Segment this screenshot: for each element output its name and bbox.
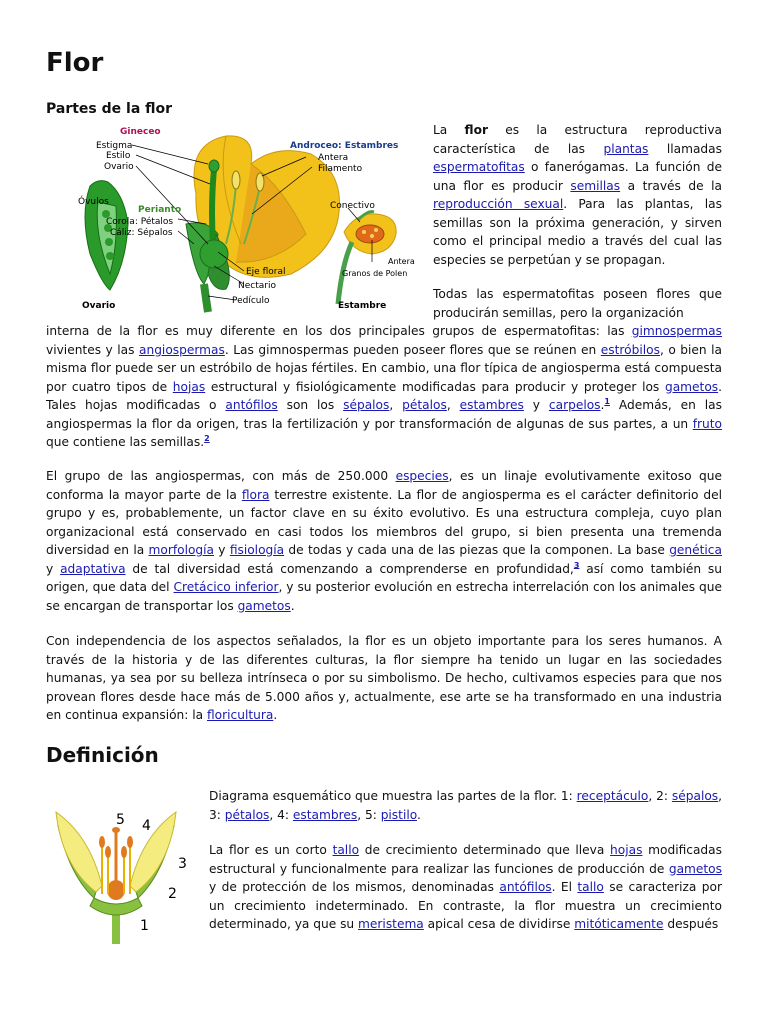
text-run: , bbox=[389, 398, 403, 412]
section-heading-definicion: Definición bbox=[46, 743, 159, 767]
link-petalos-2[interactable]: pétalos bbox=[224, 807, 270, 822]
text-run: vivientes y las bbox=[46, 342, 139, 357]
footnote-3-link[interactable]: 3 bbox=[573, 560, 580, 570]
label-pediculo: Pedículo bbox=[232, 296, 270, 306]
text-run: El grupo de las angiospermas, con más de 250.000 bbox=[46, 469, 396, 483]
label-eje-floral: Eje floral bbox=[246, 267, 286, 277]
text-run: de tal diversidad está comenzando a comprenderse en profundidad, bbox=[125, 561, 574, 576]
link-morfologia[interactable]: morfología bbox=[148, 543, 215, 557]
page-title: Flor bbox=[46, 48, 104, 78]
text-run: Todas las espermatofitas poseen flores que producirán semillas, pero la organización bbox=[433, 287, 722, 320]
text-run: . Las gimnospermas pueden poseer flores que se reúnen en bbox=[224, 342, 601, 357]
label-estilo: Estilo bbox=[106, 151, 131, 161]
text-run: . El bbox=[551, 880, 578, 894]
link-reproduccion-sexual[interactable]: reproducción sexual bbox=[433, 197, 564, 211]
text-run: . bbox=[273, 708, 278, 722]
schematic-flower-figure bbox=[50, 806, 200, 946]
label-nectario: Nectario bbox=[238, 281, 276, 291]
footnote-1-link[interactable]: 1 bbox=[604, 396, 610, 406]
text-run: llamadas bbox=[648, 141, 722, 156]
definition-paragraph bbox=[209, 841, 722, 934]
text-run: así como también su origen, que data del bbox=[46, 561, 722, 594]
text-run: son los bbox=[277, 398, 344, 412]
label-perianto: Perianto bbox=[138, 205, 182, 215]
text-run: terrestre existente. La flor de angiosperma es el carácter definitorio del grupo y es, probablemente, un factor clave en su éxito evolutivo. Es una estructura compleja, cuyo plan organizacional está conservado en casi todos los miembros del grupo, si bien presenta una tremenda diversidad en la bbox=[46, 487, 722, 557]
part-number-4: 4 bbox=[142, 818, 151, 834]
link-petalos[interactable]: pétalos bbox=[402, 398, 447, 412]
text-run: y de protección de los mismos, denominadas bbox=[209, 880, 500, 894]
text-run: Diagrama esquemático que muestra las partes de la flor. 1: bbox=[209, 789, 577, 803]
text-run: y bbox=[214, 543, 230, 557]
label-granos-polen: Granos de Polen bbox=[342, 269, 408, 278]
label-filamento: Filamento bbox=[318, 164, 363, 174]
part-number-3: 3 bbox=[178, 856, 187, 872]
text-run: interna de la flor es muy diferente en los dos principales grupos de espermatofitas: las bbox=[46, 324, 632, 338]
text-run: La flor es un corto bbox=[209, 843, 333, 857]
part-number-2: 2 bbox=[168, 886, 177, 902]
link-fisiologia[interactable]: fisiología bbox=[229, 543, 285, 557]
bold-term-flor: flor bbox=[464, 123, 488, 137]
label-antera-2: Antera bbox=[388, 257, 415, 266]
text-run: , bbox=[446, 398, 460, 412]
text-run: estructural y fisiológicamente modificadas para producir y proteger los bbox=[205, 379, 665, 394]
link-tallo[interactable]: tallo bbox=[332, 843, 360, 857]
link-gametos[interactable]: gametos bbox=[664, 379, 719, 394]
part-number-1: 1 bbox=[140, 918, 149, 934]
paragraph-4 bbox=[46, 632, 722, 725]
text-run: La bbox=[433, 123, 465, 137]
label-gineceo: Gineceo bbox=[120, 127, 161, 137]
paragraph-2-start bbox=[433, 285, 722, 322]
text-run: modificadas estructural y funcionalmente para realizar las funciones de producción de bbox=[209, 843, 722, 876]
link-espermatofitas[interactable]: espermatofitas bbox=[433, 160, 525, 174]
text-run: , y su posterior evolución en estrecha interrelación con los animales que se encargan de transportar los bbox=[46, 580, 722, 613]
label-ovario: Ovario bbox=[104, 162, 134, 172]
footnote-2-link[interactable]: 2 bbox=[204, 433, 210, 443]
text-run: después bbox=[663, 917, 719, 931]
link-sepalos[interactable]: sépalos bbox=[343, 398, 390, 412]
link-meristema[interactable]: meristema bbox=[358, 917, 424, 931]
text-run: se caracteriza por un crecimiento indeterminado. En contraste, la flor muestra un crecimiento determinado, ya que su bbox=[209, 880, 722, 931]
text-run: Con independencia de los aspectos señalados, la flor es un objeto importante para los seres humanos. A través de la historia y de las diferentes culturas, la flor siempre ha tenido un lugar en las sociedades humanas, ya sea por su belleza intrínseca o por su simbolismo. De hecho, cultivamos especies para que nos provean flores desde hace más de 5.000 años y, actualmente, ese arte se ha transformado en una industria en continua expansión: la bbox=[46, 634, 722, 722]
link-estambres-2[interactable]: estambres bbox=[292, 807, 358, 822]
text-run: . Para las plantas, las semillas son la próxima generación, y sirven como el principal medio a través del cual las especies se perpetúan y se propagan. bbox=[433, 197, 722, 267]
link-cretacico-inferior[interactable]: Cretácico inferior bbox=[173, 580, 279, 594]
label-ovulos: Óvulos bbox=[78, 197, 109, 207]
text-run: . bbox=[416, 807, 421, 822]
text-run: , 5: bbox=[357, 807, 381, 822]
link-gametos-2[interactable]: gametos bbox=[237, 598, 291, 613]
text-run: , 2: bbox=[648, 789, 672, 803]
link-adaptativa[interactable]: adaptativa bbox=[60, 561, 126, 576]
text-run: , es un linaje evolutivamente exitoso que conforma la mayor parte de la bbox=[46, 469, 722, 502]
label-androceo: Androceo: Estambres bbox=[290, 141, 399, 151]
label-estigma: Estigma bbox=[96, 141, 133, 151]
link-antofilos-2[interactable]: antófilos bbox=[499, 880, 552, 894]
label-caliz: Cáliz: Sépalos bbox=[110, 228, 173, 238]
text-run: que contiene las semillas. bbox=[46, 435, 205, 449]
text-run: y bbox=[523, 398, 549, 412]
link-especies[interactable]: especies bbox=[395, 469, 449, 483]
schematic-flower-diagram bbox=[50, 806, 200, 946]
link-mitoticamente[interactable]: mitóticamente bbox=[574, 917, 664, 931]
text-run: es la estructura reproductiva característica de las bbox=[433, 123, 722, 156]
caption-estambre: Estambre bbox=[338, 301, 387, 311]
text-run: . bbox=[600, 398, 605, 412]
link-semillas[interactable]: semillas bbox=[570, 178, 621, 193]
text-run: o fanerógamas. La función de una flor es producir bbox=[433, 160, 722, 193]
flower-parts-diagram bbox=[76, 124, 424, 316]
text-run: , 3: bbox=[209, 789, 723, 822]
part-number-5: 5 bbox=[116, 812, 125, 828]
link-tallo-2[interactable]: tallo bbox=[577, 880, 604, 894]
link-flora[interactable]: flora bbox=[241, 487, 270, 502]
caption-ovario: Ovario bbox=[82, 301, 116, 311]
text-run: . bbox=[290, 598, 295, 613]
text-run: de crecimiento determinado que lleva bbox=[359, 843, 611, 857]
link-floricultura[interactable]: floricultura bbox=[206, 708, 274, 722]
text-run: apical cesa de dividirse bbox=[423, 917, 575, 931]
flower-parts-figure bbox=[76, 124, 424, 316]
link-hojas-2[interactable]: hojas bbox=[610, 843, 643, 857]
intro-paragraph bbox=[433, 121, 722, 269]
link-genetica[interactable]: genética bbox=[669, 543, 722, 557]
text-run: , o bien la misma flor puede ser un estróbilo de hojas fértiles. En cambio, una flor típica de angiosperma está compuesta por cuatro tipos de bbox=[46, 342, 722, 394]
link-estrobilos[interactable]: estróbilos bbox=[600, 342, 660, 357]
link-fruto[interactable]: fruto bbox=[692, 416, 722, 431]
link-receptaculo[interactable]: receptáculo bbox=[576, 789, 649, 803]
link-carpelos[interactable]: carpelos bbox=[548, 398, 601, 412]
text-run: a través de la bbox=[620, 178, 722, 193]
text-run: Además, en las angiospermas la flor da origen, tras la fertilización y por transformación de algunas de sus partes, a un bbox=[46, 398, 722, 431]
text-run: de todas y cada una de las piezas que la componen. La base bbox=[284, 543, 670, 557]
link-antofilos[interactable]: antófilos bbox=[225, 398, 278, 412]
link-estambres[interactable]: estambres bbox=[459, 398, 524, 412]
paragraph-3 bbox=[46, 467, 722, 615]
figure-caption bbox=[209, 787, 722, 824]
link-gametos-3[interactable]: gametos bbox=[668, 861, 722, 876]
link-gimnospermas[interactable]: gimnospermas bbox=[631, 324, 722, 338]
link-plantas[interactable]: plantas bbox=[603, 141, 649, 156]
link-pistilo[interactable]: pistilo bbox=[380, 807, 417, 822]
link-hojas[interactable]: hojas bbox=[172, 379, 206, 394]
label-antera: Antera bbox=[318, 153, 349, 163]
label-conectivo: Conectivo bbox=[330, 201, 375, 211]
link-sepalos-2[interactable]: sépalos bbox=[671, 789, 719, 803]
label-corola: Corola: Pétalos bbox=[106, 217, 174, 227]
link-angiospermas[interactable]: angiospermas bbox=[139, 342, 225, 357]
text-run: . Tales hojas modificadas o bbox=[46, 379, 723, 412]
text-run: y bbox=[46, 561, 61, 576]
text-run: , 4: bbox=[269, 807, 293, 822]
paragraph-2 bbox=[46, 322, 722, 452]
section-subtitle: Partes de la flor bbox=[46, 101, 173, 117]
